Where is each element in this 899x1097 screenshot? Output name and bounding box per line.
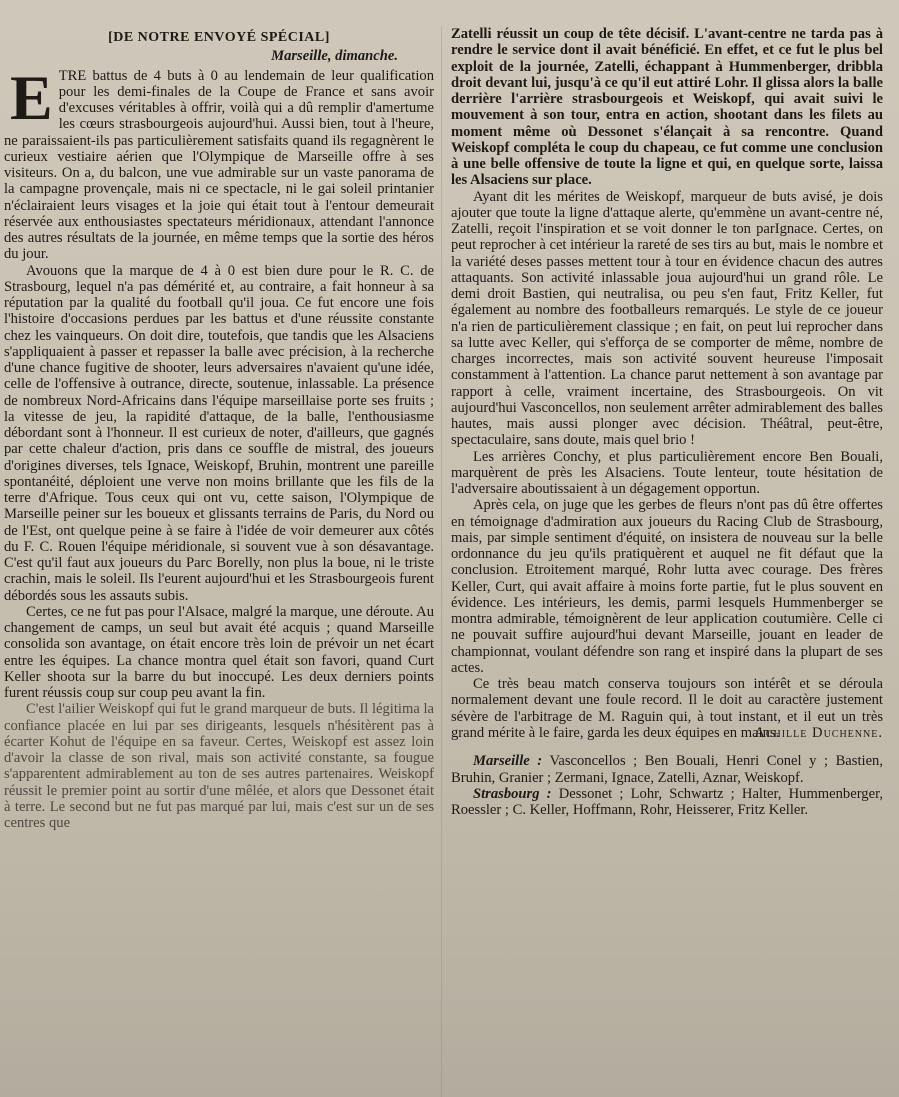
lineup-strasbourg xyxy=(451,786,883,819)
correspondent-credit: [DE NOTRE ENVOYÉ SPÉCIAL] xyxy=(108,30,330,45)
players-marseille: Vasconcellos ; Ben Bouali, Henri Conel y ; Bastien, Bruhin, Granier ; Zermani, Ignace, Zatelli, Aznar, Weiskopf. xyxy=(451,753,883,786)
column-divider xyxy=(441,26,442,1097)
paragraph-2: Avouons que la marque de 4 à 0 est bien dure pour le R. C. de Strasbourg, lequel n'a pas démérité et, au contraire, a fait honneur à sa réputation par la qualité du football qu'il joua. Ce fut encore une fois l'histoire d'occasions perdues par les battus et d'une réussite constante chez les vainqueurs. On doit dire, toutefois, que tandis que les Alsaciens s'appliquaient à passer et repasser la balle avec précision, à la recherche d'une chance fugitive de shooter, leurs adversaires n'avaient qu'une idée, celle de l'offensive à outrance, directe, soutenue, inlassable. La présence de nombreux Nord-Africains dans l'équipe marseillaise porte ses fruits ; la vitesse de jeu, la rapidité d'attaque, de la balle, l'enthousiasme débordant sont à l'honneur. Il est curieux de noter, d'ailleurs, que gagnés par cette chaleur d'action, pris dans ce souffle de mistral, des joueurs d'origines diverses, tels Ignace, Weiskopf, Bruhin, montrent une pareille spontanéité, déploient une verve non moins brillante que les fils de la terre d'Afrique. Tous ceux qui ont vu, cette saison, l'Olympique de Marseille peiner sur les boueux et glissants terrains de Paris, du Nord ou de l'Est, ont quelque peine à se faire à l'idée de voir demeurer aux côtés du F. C. Rouen l'équipe méridionale, si souvent vue à son désavantage. C'est qu'il faut aux joueurs du Parc Borelly, non plus la boue, ni le triste crachin, mais le soleil. Ils l'eurent aujourd'hui et les Strasbourgeois furent débordés sous les assauts subis. xyxy=(4,262,434,604)
players-strasbourg: Dessonet ; Lohr, Schwartz ; Halter, Hummenberger, Roessler ; C. Keller, Hoffmann, Rohr, Heisserer, Fritz Keller. xyxy=(451,785,883,818)
article-column-left xyxy=(4,26,434,1097)
author-signature: Achille Duchenne. xyxy=(754,725,883,741)
paragraph-1 xyxy=(4,61,434,263)
paragraph-8: Après cela, on juge que les gerbes de fleurs n'ont pas dû être offertes en témoignage d'admiration aux joueurs du Racing Club de Strasbourg, mais, par simple sentiment d'équité, on insistera de nouveau sur la belle ordonnance du jeu qu'ils pratiquèrent et auquel ne fit défaut que la conclusion. Etroitement marqué, Rohr lutta avec courage. Des frères Keller, Curt, qui avait affaire à moins forte partie, fut le plus souvent en évidence. Les intérieurs, les demis, parmi lesquels Hummenberger se montra admirable, témoignèrent de leur application coutumière. Celle ci ne pouvait suffire aujourd'hui devant Marseille, jouant en leader de championnat, voulant défendre son rang et inspiré dans la plupart de ses actes. xyxy=(451,497,883,676)
lineup-marseille xyxy=(451,753,883,786)
drop-cap: E xyxy=(10,61,53,133)
paragraph-9: Ce très beau match conserva toujours son intérêt et se déroula normalement devant une foule record. Il le doit au caractère justement sévère de l'arbitrage de M. Raguin qui, à tout instant, et il eut un très grand mérite à le faire, garda les deux équipes en mains. xyxy=(451,676,883,741)
paragraph-7: Les arrières Conchy, et plus particulièrement encore Ben Bouali, marquèrent de près les Alsaciens. Toute lenteur, toute hésitation de l'adversaire aboutissaient à un dégagement opportun. xyxy=(451,448,883,497)
dateline: Marseille, dimanche. xyxy=(271,48,398,65)
article-column-right xyxy=(451,26,883,1097)
paragraph-5: Zatelli réussit un coup de tête décisif. L'avant-centre ne tarda pas à rendre le service dont il avait bénéficié. En effet, et ce fut le plus bel exploit de la journée, Zatelli, échappant à Hummenberger, dribbla droit devant lui, jusqu'à ce qu'il eut attiré Lohr. Il glissa alors la balle derrière l'arrière strasbourgeois et Weiskopf, qui avait suivi le mouvement à son tour, entra en action, shootant dans les filets au moment même où Dessonet s'élançait à sa rencontre. Quand Weiskopf compléta le coup du chapeau, ce fut comme une conclusion à une belle offensive de toute la ligne et qui, en quelque sorte, laissa les Alsaciens sur place. xyxy=(451,26,883,189)
team-name-strasbourg: Strasbourg : xyxy=(473,785,552,802)
paragraph-1-text: TRE battus de 4 buts à 0 au lendemain de leur qualification pour les demi-finales de la Coupe de France et sans avoir d'excuses véritables à offrir, voilà qui a dû remplir d'amertume les cœurs strasbourgeois aujourd'hui. Aussi bien, tout à l'heure, ne paraissaient-ils pas particulièrement satisfaits quand ils regagnèrent le curieux vestiaire aérien que l'Olympique de Marseille offre à ses visiteurs. On a, du balcon, une vue admirable sur un vaste panorama de la campagne provençale, mais ni ce spectacle, ni le gai soleil printanier n'éclairaient leurs visages et la joie qui était tout à l'entour demeurait réservée aux enthousiastes spectateurs méridionaux, attendant l'annonce des autres résultats de la journée, en même temps que la sortie des héros du jour. xyxy=(4,67,434,263)
paragraph-6: Ayant dit les mérites de Weiskopf, marqueur de buts avisé, je dois ajouter que toute la ligne d'attaque alerte, qu'emmène un avant-centre né, Zatelli, reçoit l'inspiration et se voit donner le ton parIgnace. Certes, on peut reprocher à cet intérieur la rareté de ses tirs au but, mais le nombre et la variété deses passes mettent tour à tour en évidence chacun des autres attaquants. Son activité inlassable joua aujourd'hui un grand rôle. Le demi droit Bastien, qui neutralisa, ou peu s'en faut, Fritz Keller, fut également au nombre des footballeurs remarqués. Le style de ce joueur n'a rien de particulièrement classique ; en fait, on peut lui reprocher dans sa lutte avec Keller, qui s'efforça de se comporter de même, nombre de charges incorrectes, mais son activité souvent heureuse l'imposait constamment à l'attention. La chance parut nettement à son avantage par rapport à celle, vraiment incertaine, des Strasbourgeois. On vit aujourd'hui Vasconcellos, non seulement arrêter admirablement des balles hautes, mais aussi plonger avec décision. Théâtral, peut-être, spectaculaire, sans doute, mais quel brio ! xyxy=(451,188,883,449)
team-lineups xyxy=(451,753,883,818)
paragraph-3: Certes, ce ne fut pas pour l'Alsace, malgré la marque, une déroute. Au changement de camps, un seul but avait été acquis ; quand Marseille consolida son avantage, on était encore très loin de prévoir un net écart entre les équipes. La chance montra quel était son favori, quand Curt Keller shoota sur la barre du but inoccupé. Les deux derniers points furent réussis coup sur coup peu avant la fin. xyxy=(4,603,434,701)
paragraph-4: C'est l'ailier Weiskopf qui fut le grand marqueur de buts. Il légitima la confiance placée en lui par ses dirigeants, lesquels n'hésitèrent pas à écarter Kohut de l'équipe en sa faveur. Certes, Weiskopf est assez loin d'avoir la classe de son rival, mais son activité constante, sa fougue s'apparentent admirablement au ton de ses autres partenaires. Weiskopf réussit le premier point au sortir d'une mêlée, et alors que Dessonet était à terre. Le second but ne fut pas marqué par lui, mais c'est sur un de ses centres que xyxy=(4,701,434,831)
team-name-marseille: Marseille : xyxy=(473,753,543,770)
